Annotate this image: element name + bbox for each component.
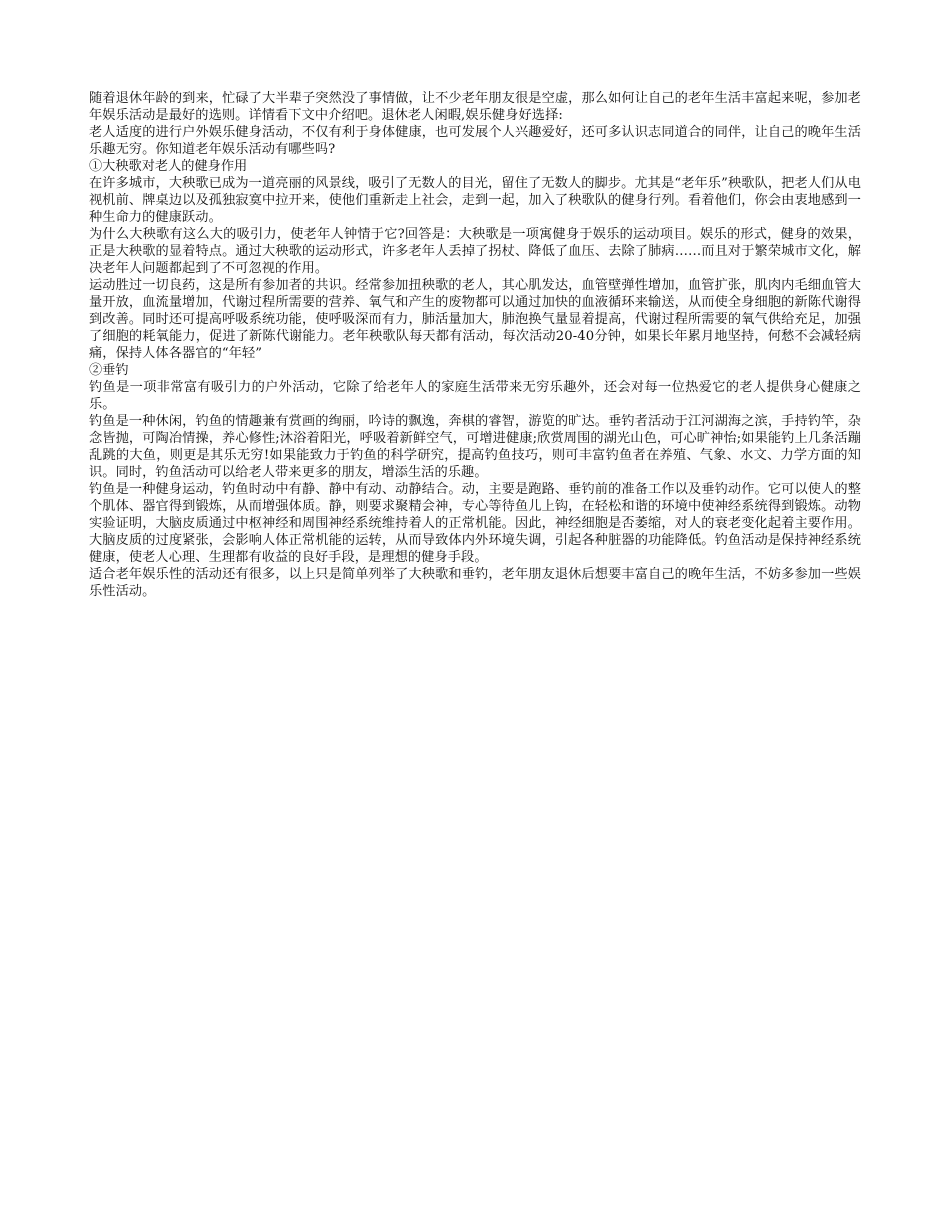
- section-fishing-paragraph-3: 钓鱼是一种健身运动，钓鱼时动中有静、静中有动、动静结合。动，主要是跑路、垂钓前的准备工作以及垂钓动作。它可以使人的整个肌体、器官得到锻炼，从而增强体质。静，则要求聚精会神，专心等待鱼儿上钩，在轻松和谐的环境中使神经系统得到锻炼。动物实验证明，大脑皮质通过中枢神经和周围神经系统维持着人的正常机能。因此，神经细胞是否萎缩，对人的衰老变化起着主要作用。大脑皮质的过度紧张，会影响人体正常机能的运转，从而导致体内外环境失调，引起各种脏器的功能降低。钓鱼活动是保持神经系统健康，使老人心理、生理都有收益的良好手段，是理想的健身手段。: [89, 482, 861, 565]
- section-yangge-paragraph-3: 运动胜过一切良药，这是所有参加者的共识。经常参加扭秧歌的老人，其心肌发达，血管壁弹性增加，血管扩张，肌肉内毛细血管大量开放，血流量增加，代谢过程所需要的营养、氧气和产生的废物都可以通过加快的血液循环来输送，从而使全身细胞的新陈代谢得到改善。同时还可提高呼吸系统功能，使呼吸深而有力，肺活量加大，肺泡换气量显着提高，代谢过程所需要的氧气供给充足，加强了细胞的耗氧能力，促进了新陈代谢能力。老年秧歌队每天都有活动，每次活动20-40分钟，如果长年累月地坚持，何愁不会减轻病痛，保持人体各器官的“年轻”: [89, 278, 861, 361]
- article-body: [89, 90, 861, 600]
- section-yangge-title: ①大秧歌对老人的健身作用: [89, 159, 248, 174]
- section-yangge-paragraph-1: 在许多城市，大秧歌已成为一道亮丽的风景线，吸引了无数人的目光，留住了无数人的脚步。尤其是“老年乐”秧歌队，把老人们从电视机前、牌桌边以及孤独寂寞中拉开来，使他们重新走上社会，走到一起，加入了秧歌队的健身行列。看着他们，你会由衷地感到一种生命力的健康跃动。: [89, 176, 861, 225]
- conclusion-paragraph: 适合老年娱乐性的活动还有很多，以上只是简单列举了大秧歌和垂钓，老年朋友退休后想要丰富自己的晚年生活，不妨多参加一些娱乐性活动。: [89, 567, 861, 599]
- intro-paragraph-2: 老人适度的进行户外娱乐健身活动，不仅有利于身体健康，也可发展个人兴趣爱好，还可多认识志同道合的同伴，让自己的晚年生活乐趣无穷。你知道老年娱乐活动有哪些吗?: [89, 125, 861, 157]
- section-fishing-paragraph-1: 钓鱼是一项非常富有吸引力的户外活动，它除了给老年人的家庭生活带来无穷乐趣外，还会对每一位热爱它的老人提供身心健康之乐。: [89, 380, 861, 412]
- section-fishing-paragraph-2: 钓鱼是一种休闲，钓鱼的情趣兼有赏画的绚丽，吟诗的飘逸，奔棋的睿智，游览的旷达。垂钓者活动于江河湖海之滨，手持钓竿，杂念皆抛，可陶冶情操，养心修性;沐浴着阳光，呼吸着新鲜空气，可增进健康;欣赏周围的湖光山色，可心旷神怡;如果能钓上几条活蹦乱跳的大鱼，则更是其乐无穷!如果能致力于钓鱼的科学研究，提高钓鱼技巧，则可丰富钓鱼者在养殖、气象、水文、力学方面的知识。同时，钓鱼活动可以给老人带来更多的朋友，增添生活的乐趣。: [89, 414, 861, 480]
- intro-paragraph-1: 随着退休年龄的到来，忙碌了大半辈子突然没了事情做，让不少老年朋友很是空虚，那么如何让自己的老年生活丰富起来呢，参加老年娱乐活动是最好的选则。详情看下文中介绍吧。退休老人闲暇,娱乐健身好选择:: [89, 91, 861, 123]
- section-fishing-title: ②垂钓: [89, 363, 129, 378]
- section-yangge-paragraph-2: 为什么大秧歌有这么大的吸引力，使老年人钟情于它?回答是：大秧歌是一项寓健身于娱乐的运动项目。娱乐的形式，健身的效果，正是大秧歌的显着特点。通过大秧歌的运动形式，许多老年人丢掉了拐杖、降低了血压、去除了肺病……而且对于繁荣城市文化，解决老年人问题都起到了不可忽视的作用。: [89, 227, 861, 276]
